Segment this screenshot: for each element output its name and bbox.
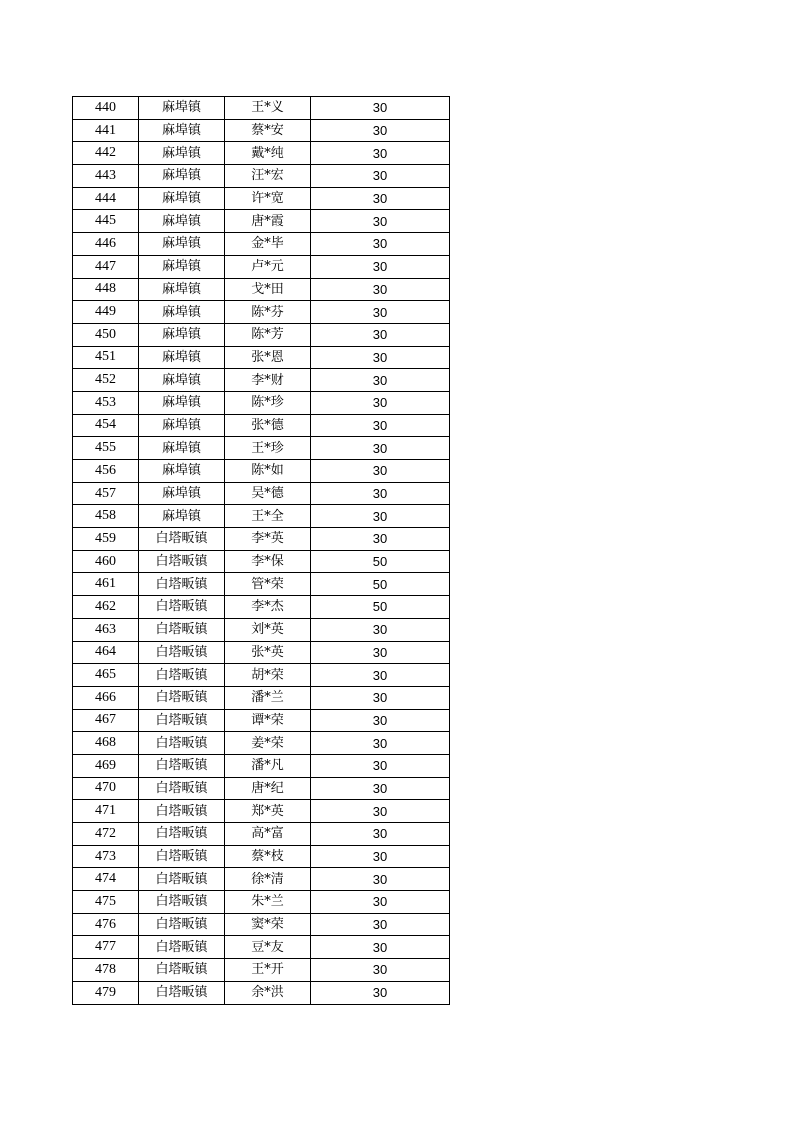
row-number-cell: 460 <box>73 550 139 573</box>
row-number-cell: 478 <box>73 959 139 982</box>
town-cell: 白塔畈镇 <box>139 686 225 709</box>
table-row <box>73 686 450 709</box>
amount-cell: 30 <box>311 800 450 823</box>
table-row <box>73 119 450 142</box>
person-name-cell: 窦*荣 <box>225 913 311 936</box>
amount-cell: 30 <box>311 414 450 437</box>
person-name-cell: 吴*德 <box>225 482 311 505</box>
person-name-cell: 潘*兰 <box>225 686 311 709</box>
person-name-cell: 谭*荣 <box>225 709 311 732</box>
table-row <box>73 618 450 641</box>
amount-cell: 30 <box>311 119 450 142</box>
table-row <box>73 414 450 437</box>
amount-cell: 30 <box>311 891 450 914</box>
person-name-cell: 王*全 <box>225 505 311 528</box>
town-cell: 麻埠镇 <box>139 437 225 460</box>
person-name-cell: 蔡*枝 <box>225 845 311 868</box>
row-number-cell: 476 <box>73 913 139 936</box>
row-number-cell: 444 <box>73 187 139 210</box>
person-name-cell: 郑*英 <box>225 800 311 823</box>
person-name-cell: 唐*霞 <box>225 210 311 233</box>
town-cell: 白塔畈镇 <box>139 868 225 891</box>
town-cell: 麻埠镇 <box>139 142 225 165</box>
amount-cell: 30 <box>311 913 450 936</box>
table-row <box>73 346 450 369</box>
row-number-cell: 442 <box>73 142 139 165</box>
amount-cell: 30 <box>311 868 450 891</box>
amount-cell: 30 <box>311 369 450 392</box>
amount-cell: 30 <box>311 823 450 846</box>
amount-cell: 30 <box>311 278 450 301</box>
table-row <box>73 664 450 687</box>
table-row <box>73 823 450 846</box>
row-number-cell: 445 <box>73 210 139 233</box>
row-number-cell: 459 <box>73 528 139 551</box>
table-row <box>73 255 450 278</box>
town-cell: 麻埠镇 <box>139 482 225 505</box>
row-number-cell: 453 <box>73 391 139 414</box>
table-row <box>73 709 450 732</box>
person-name-cell: 蔡*安 <box>225 119 311 142</box>
town-cell: 白塔畈镇 <box>139 800 225 823</box>
row-number-cell: 473 <box>73 845 139 868</box>
person-name-cell: 李*英 <box>225 528 311 551</box>
row-number-cell: 456 <box>73 460 139 483</box>
row-number-cell: 471 <box>73 800 139 823</box>
town-cell: 麻埠镇 <box>139 255 225 278</box>
town-cell: 麻埠镇 <box>139 391 225 414</box>
table-row <box>73 777 450 800</box>
town-cell: 白塔畈镇 <box>139 573 225 596</box>
table-row <box>73 323 450 346</box>
row-number-cell: 450 <box>73 323 139 346</box>
amount-cell: 30 <box>311 255 450 278</box>
person-name-cell: 戴*纯 <box>225 142 311 165</box>
row-number-cell: 455 <box>73 437 139 460</box>
row-number-cell: 463 <box>73 618 139 641</box>
row-number-cell: 474 <box>73 868 139 891</box>
row-number-cell: 462 <box>73 596 139 619</box>
row-number-cell: 457 <box>73 482 139 505</box>
table-row <box>73 528 450 551</box>
row-number-cell: 449 <box>73 301 139 324</box>
person-name-cell: 陈*芬 <box>225 301 311 324</box>
data-table <box>72 96 450 1005</box>
town-cell: 白塔畈镇 <box>139 618 225 641</box>
town-cell: 麻埠镇 <box>139 414 225 437</box>
person-name-cell: 陈*如 <box>225 460 311 483</box>
table-row <box>73 845 450 868</box>
town-cell: 白塔畈镇 <box>139 754 225 777</box>
amount-cell: 30 <box>311 482 450 505</box>
person-name-cell: 李*保 <box>225 550 311 573</box>
table-body <box>73 97 450 1005</box>
town-cell: 麻埠镇 <box>139 369 225 392</box>
amount-cell: 30 <box>311 664 450 687</box>
town-cell: 白塔畈镇 <box>139 641 225 664</box>
table-row <box>73 97 450 120</box>
table-row <box>73 596 450 619</box>
town-cell: 白塔畈镇 <box>139 891 225 914</box>
table-row <box>73 981 450 1004</box>
town-cell: 麻埠镇 <box>139 165 225 188</box>
amount-cell: 50 <box>311 573 450 596</box>
person-name-cell: 张*德 <box>225 414 311 437</box>
table-row <box>73 641 450 664</box>
town-cell: 麻埠镇 <box>139 460 225 483</box>
amount-cell: 30 <box>311 709 450 732</box>
amount-cell: 30 <box>311 981 450 1004</box>
town-cell: 麻埠镇 <box>139 119 225 142</box>
town-cell: 白塔畈镇 <box>139 596 225 619</box>
row-number-cell: 465 <box>73 664 139 687</box>
row-number-cell: 467 <box>73 709 139 732</box>
person-name-cell: 徐*清 <box>225 868 311 891</box>
town-cell: 麻埠镇 <box>139 210 225 233</box>
town-cell: 白塔畈镇 <box>139 732 225 755</box>
amount-cell: 30 <box>311 233 450 256</box>
table-row <box>73 437 450 460</box>
person-name-cell: 高*富 <box>225 823 311 846</box>
town-cell: 白塔畈镇 <box>139 913 225 936</box>
amount-cell: 30 <box>311 437 450 460</box>
person-name-cell: 管*荣 <box>225 573 311 596</box>
person-name-cell: 李*杰 <box>225 596 311 619</box>
town-cell: 白塔畈镇 <box>139 936 225 959</box>
table-row <box>73 460 450 483</box>
amount-cell: 50 <box>311 550 450 573</box>
row-number-cell: 448 <box>73 278 139 301</box>
person-name-cell: 陈*芳 <box>225 323 311 346</box>
amount-cell: 50 <box>311 596 450 619</box>
row-number-cell: 477 <box>73 936 139 959</box>
row-number-cell: 458 <box>73 505 139 528</box>
town-cell: 麻埠镇 <box>139 97 225 120</box>
town-cell: 麻埠镇 <box>139 278 225 301</box>
amount-cell: 30 <box>311 845 450 868</box>
table-row <box>73 936 450 959</box>
town-cell: 麻埠镇 <box>139 323 225 346</box>
amount-cell: 30 <box>311 323 450 346</box>
table-row <box>73 550 450 573</box>
town-cell: 白塔畈镇 <box>139 845 225 868</box>
table-row <box>73 868 450 891</box>
person-name-cell: 汪*宏 <box>225 165 311 188</box>
row-number-cell: 472 <box>73 823 139 846</box>
row-number-cell: 461 <box>73 573 139 596</box>
table-row <box>73 891 450 914</box>
row-number-cell: 475 <box>73 891 139 914</box>
amount-cell: 30 <box>311 732 450 755</box>
town-cell: 白塔畈镇 <box>139 528 225 551</box>
row-number-cell: 468 <box>73 732 139 755</box>
person-name-cell: 潘*凡 <box>225 754 311 777</box>
amount-cell: 30 <box>311 187 450 210</box>
person-name-cell: 卢*元 <box>225 255 311 278</box>
amount-cell: 30 <box>311 346 450 369</box>
person-name-cell: 张*英 <box>225 641 311 664</box>
person-name-cell: 陈*珍 <box>225 391 311 414</box>
town-cell: 白塔畈镇 <box>139 981 225 1004</box>
person-name-cell: 李*财 <box>225 369 311 392</box>
town-cell: 白塔畈镇 <box>139 777 225 800</box>
town-cell: 麻埠镇 <box>139 187 225 210</box>
person-name-cell: 胡*荣 <box>225 664 311 687</box>
person-name-cell: 刘*英 <box>225 618 311 641</box>
table-row <box>73 278 450 301</box>
amount-cell: 30 <box>311 505 450 528</box>
town-cell: 白塔畈镇 <box>139 550 225 573</box>
person-name-cell: 许*宽 <box>225 187 311 210</box>
town-cell: 麻埠镇 <box>139 346 225 369</box>
table-row <box>73 482 450 505</box>
town-cell: 麻埠镇 <box>139 233 225 256</box>
table-row <box>73 913 450 936</box>
amount-cell: 30 <box>311 210 450 233</box>
table-row <box>73 754 450 777</box>
amount-cell: 30 <box>311 959 450 982</box>
table-row <box>73 391 450 414</box>
person-name-cell: 唐*纪 <box>225 777 311 800</box>
town-cell: 白塔畈镇 <box>139 664 225 687</box>
table-row <box>73 210 450 233</box>
table-row <box>73 505 450 528</box>
town-cell: 白塔畈镇 <box>139 709 225 732</box>
table-row <box>73 573 450 596</box>
person-name-cell: 余*洪 <box>225 981 311 1004</box>
amount-cell: 30 <box>311 777 450 800</box>
amount-cell: 30 <box>311 528 450 551</box>
table-row <box>73 959 450 982</box>
table-row <box>73 301 450 324</box>
town-cell: 白塔畈镇 <box>139 959 225 982</box>
row-number-cell: 479 <box>73 981 139 1004</box>
table-row <box>73 142 450 165</box>
row-number-cell: 451 <box>73 346 139 369</box>
person-name-cell: 王*义 <box>225 97 311 120</box>
row-number-cell: 446 <box>73 233 139 256</box>
person-name-cell: 张*恩 <box>225 346 311 369</box>
row-number-cell: 454 <box>73 414 139 437</box>
row-number-cell: 466 <box>73 686 139 709</box>
amount-cell: 30 <box>311 936 450 959</box>
amount-cell: 30 <box>311 460 450 483</box>
row-number-cell: 469 <box>73 754 139 777</box>
table-row <box>73 165 450 188</box>
row-number-cell: 452 <box>73 369 139 392</box>
person-name-cell: 王*开 <box>225 959 311 982</box>
row-number-cell: 441 <box>73 119 139 142</box>
person-name-cell: 朱*兰 <box>225 891 311 914</box>
amount-cell: 30 <box>311 301 450 324</box>
town-cell: 白塔畈镇 <box>139 823 225 846</box>
row-number-cell: 470 <box>73 777 139 800</box>
amount-cell: 30 <box>311 165 450 188</box>
table-row <box>73 800 450 823</box>
table-row <box>73 187 450 210</box>
amount-cell: 30 <box>311 641 450 664</box>
table-row <box>73 369 450 392</box>
amount-cell: 30 <box>311 391 450 414</box>
amount-cell: 30 <box>311 142 450 165</box>
town-cell: 麻埠镇 <box>139 505 225 528</box>
amount-cell: 30 <box>311 686 450 709</box>
person-name-cell: 戈*田 <box>225 278 311 301</box>
person-name-cell: 金*毕 <box>225 233 311 256</box>
row-number-cell: 464 <box>73 641 139 664</box>
amount-cell: 30 <box>311 618 450 641</box>
row-number-cell: 440 <box>73 97 139 120</box>
row-number-cell: 447 <box>73 255 139 278</box>
town-cell: 麻埠镇 <box>139 301 225 324</box>
table-row <box>73 732 450 755</box>
row-number-cell: 443 <box>73 165 139 188</box>
table-row <box>73 233 450 256</box>
person-name-cell: 王*珍 <box>225 437 311 460</box>
amount-cell: 30 <box>311 97 450 120</box>
person-name-cell: 姜*荣 <box>225 732 311 755</box>
person-name-cell: 豆*友 <box>225 936 311 959</box>
amount-cell: 30 <box>311 754 450 777</box>
